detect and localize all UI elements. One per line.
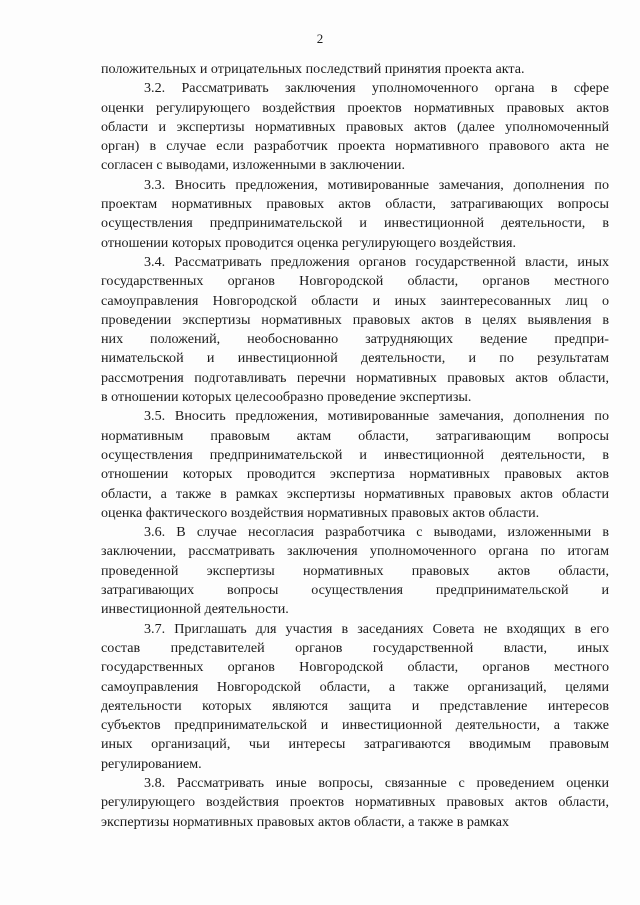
text-line: положительных и отрицательных последствий принятия проекта акта.: [101, 61, 525, 77]
text-line: оценки регулирующего воздействия проектов нормативных правовых актов: [101, 99, 609, 116]
text-line: отношении которых проводится экспертиза нормативных правовых актов: [101, 466, 609, 483]
text-line: государственных органов Новгородской области, органов местного: [101, 659, 609, 676]
text-line: оценка фактического воздействия нормативных правовых актов области.: [101, 504, 540, 521]
page-number: 2: [316, 31, 324, 46]
paragraph-continuation: [101, 60, 609, 79]
text-line: состав представителей органов государственной власти, иных: [101, 639, 609, 656]
text-line: проектам нормативных правовых актов области, затрагивающих вопросы: [101, 196, 609, 213]
text-line: согласен с выводами, изложенными в заключении.: [101, 157, 405, 174]
text-line: 3.3. Вносить предложения, мотивированные замечания, дополнения по: [144, 176, 609, 193]
text-line: 3.6. В случае несогласия разработчика с выводами, изложенными в: [144, 524, 609, 541]
text-line: 3.5. Вносить предложения, мотивированные замечания, дополнения по: [144, 408, 609, 425]
text-line: экспертизы нормативных правовых актов области, а также в рамках: [101, 813, 510, 830]
text-line: деятельности которых являются защита и представление интересов: [101, 697, 609, 714]
text-line: области, а также в рамках экспертизы нормативных правовых актов области: [101, 485, 609, 502]
text-line: осуществления предпринимательской и инвестиционной деятельности, в: [101, 446, 609, 463]
text-line: государственных органов Новгородской области, органов местного: [101, 273, 609, 290]
text-line: самоуправления Новгородской области и иных заинтересованных лиц о: [101, 292, 609, 309]
paragraph-p3-5: [101, 407, 609, 523]
text-line: них положений, необоснованно затрудняющих ведение предпри-: [101, 331, 609, 348]
document-body: [101, 60, 609, 832]
text-line: 3.4. Рассматривать предложения органов государственной власти, иных: [144, 253, 609, 270]
paragraph-p3-8: [101, 774, 609, 832]
text-line: 3.7. Приглашать для участия в заседаниях Совета не входящих в его: [144, 620, 609, 637]
text-line: проведенной экспертизы нормативных правовых актов области,: [101, 562, 609, 579]
text-line: области и экспертизы нормативных правовых актов (далее уполномоченный: [101, 118, 609, 135]
text-line: 3.8. Рассматривать иные вопросы, связанные с проведением оценки: [144, 774, 609, 791]
paragraph-p3-6: [101, 523, 609, 619]
text-line: нимательской и инвестиционной деятельности, и по результатам: [101, 350, 609, 367]
text-line: орган) в случае если разработчик проекта нормативного правового акта не: [101, 138, 609, 155]
paragraph-p3-3: [101, 176, 609, 253]
paragraph-p3-2: [101, 79, 609, 175]
text-line: субъектов предпринимательской и инвестиционной деятельности, а также: [101, 717, 609, 734]
paragraph-p3-7: [101, 620, 609, 774]
text-line: заключении, рассматривать заключения уполномоченного органа по итогам: [101, 543, 609, 560]
text-line: отношении которых проводится оценка регулирующего воздействия.: [101, 234, 517, 251]
text-line: в отношении которых целесообразно проведение экспертизы.: [101, 389, 472, 406]
text-line: осуществления предпринимательской и инвестиционной деятельности, в: [101, 215, 609, 232]
text-line: иных организаций, чьи интересы затрагиваются вводимым правовым: [101, 736, 609, 753]
text-line: затрагивающих вопросы осуществления предпринимательской и: [101, 582, 609, 599]
text-line: проведении экспертизы нормативных правовых актов в целях выявления в: [101, 311, 609, 328]
text-line: рассмотрения подготавливать перечни нормативных правовых актов области,: [101, 369, 609, 386]
text-line: нормативным правовым актам области, затрагивающим вопросы: [101, 427, 609, 444]
text-line: самоуправления Новгородской области, а также организаций, целями: [101, 678, 609, 695]
text-line: 3.2. Рассматривать заключения уполномоченного органа в сфере: [144, 80, 609, 97]
text-line: регулирующего воздействия проектов нормативных правовых актов области,: [101, 794, 609, 811]
paragraph-p3-4: [101, 253, 609, 407]
text-line: регулированием.: [101, 755, 202, 772]
text-line: инвестиционной деятельности.: [101, 601, 289, 618]
